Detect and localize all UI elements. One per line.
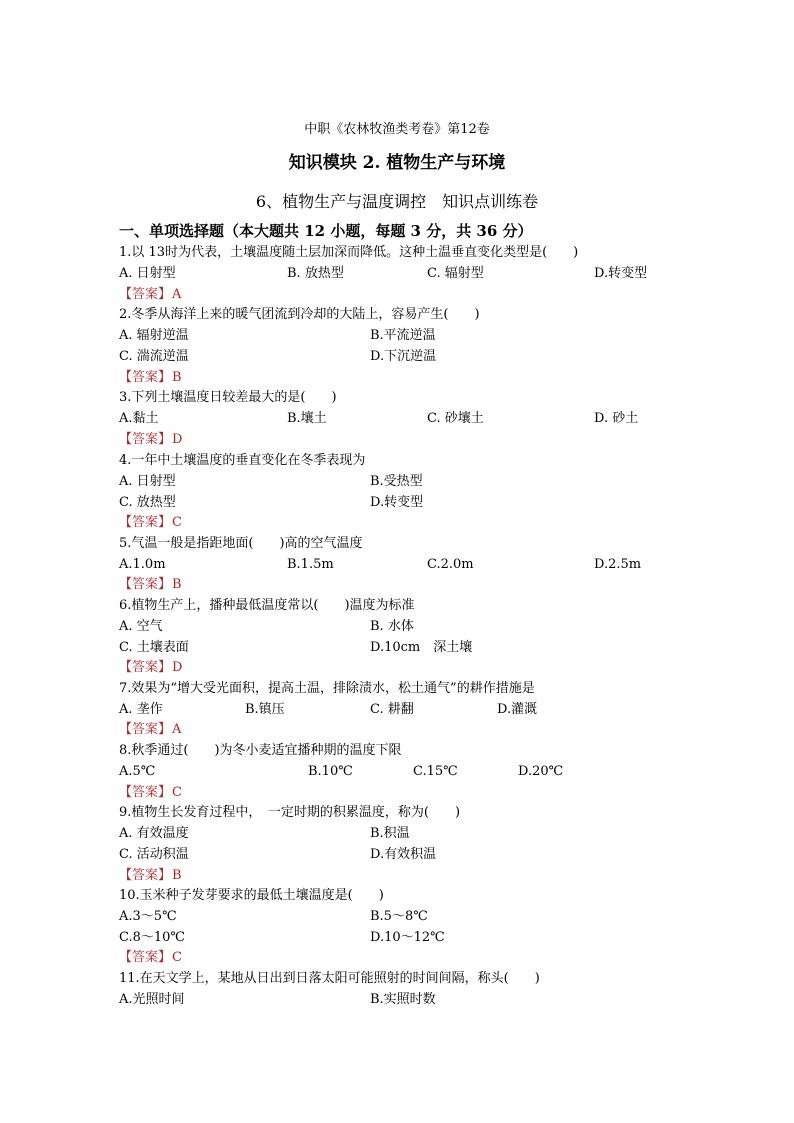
answer-label: 【答案】 [119,868,172,883]
option-c: C.15℃ [413,764,458,779]
answer-line [119,659,182,677]
question-stem: 11.在天文学上，某地从日出到日落太阳可能照射的时间间隔，称头( ) [119,971,540,986]
question-stem: 5.气温一般是指距地面( )高的空气温度 [119,536,363,551]
module-title: 知识模块 2. 植物生产与环境 [288,153,506,173]
answer-line [119,867,182,885]
option-d: D.10cm 深土壤 [370,640,473,655]
option-b: B.镇压 [245,702,285,717]
exam-series-title: 中职《农林牧渔类考卷》第12卷 [304,122,490,137]
option-b: B.平流逆温 [370,328,436,343]
option-a: A. 日射型 [119,474,176,489]
answer-line [119,431,182,449]
question-stem: 8.秋季通过( )为冬小麦适宜播种期的温度下限 [119,743,402,758]
option-b: B.5～8℃ [370,909,428,924]
question-stem: 3.下列土壤温度日较差最大的是( ) [119,390,337,405]
answer-line [119,369,182,387]
option-b: B.实照时数 [370,992,436,1007]
answer-label: 【答案】 [119,785,172,800]
answer-line [119,949,182,967]
answer-value: A [172,287,182,302]
option-c: C. 耕翻 [370,702,414,717]
option-a: A. 有效温度 [119,826,189,841]
question-stem: 2.冬季从海洋上来的暖气团流到冷却的大陆上，容易产生( ) [119,307,480,322]
option-d: D. 砂土 [594,411,639,426]
question-stem: 6.植物生产上，播种最低温度常以( )温度为标准 [119,598,415,613]
answer-line [119,514,182,532]
option-a: A.1.0m [119,557,166,572]
option-b: B. 放热型 [287,266,344,281]
option-d: D.转变型 [370,495,424,510]
option-c: C. 放热型 [119,495,176,510]
option-c: C. 活动积温 [119,847,189,862]
answer-label: 【答案】 [119,577,172,592]
option-c: C.8～10℃ [119,930,185,945]
option-a: A. 空气 [119,619,163,634]
option-c: C. 土壤表面 [119,640,189,655]
answer-value: D [172,660,183,675]
option-a: A. 垄作 [119,702,163,717]
exam-subtitle: 6、植物生产与温度调控 知识点训练卷 [255,192,539,211]
option-b: B.积温 [370,826,410,841]
option-a: A.3～5℃ [119,909,177,924]
answer-label: 【答案】 [119,515,172,530]
option-c: C. 湍流逆温 [119,349,189,364]
option-c: C.2.0m [427,557,474,572]
option-a: A. 辐射逆温 [119,328,189,343]
option-d: D.转变型 [594,266,648,281]
answer-label: 【答案】 [119,370,172,385]
option-d: D.10～12℃ [370,930,445,945]
answer-value: D [172,432,183,447]
answer-line [119,721,181,739]
answer-line [119,286,181,304]
option-b: B.10℃ [308,764,353,779]
answer-label: 【答案】 [119,432,172,447]
answer-label: 【答案】 [119,660,172,675]
option-d: D.2.5m [594,557,642,572]
question-stem: 4.一年中土壤温度的垂直变化在冬季表现为 [119,453,366,468]
answer-label: 【答案】 [119,287,172,302]
option-a: A.5℃ [119,764,156,779]
answer-value: B [172,577,182,592]
answer-value: C [172,950,182,965]
answer-label: 【答案】 [119,722,172,737]
option-a: A.黏土 [119,411,159,426]
option-b: B.1.5m [287,557,334,572]
option-b: B. 水体 [370,619,414,634]
section-heading: 一、单项选择题（本大题共 12 小题，每题 3 分，共 36 分） [119,222,533,240]
option-a: A. 日射型 [119,266,176,281]
answer-line [119,784,182,802]
option-c: C. 辐射型 [427,266,484,281]
answer-line [119,576,182,594]
question-stem: 1.以 13时为代表，土壤温度随土层加深而降低。这种土温垂直变化类型是( ) [119,245,579,260]
option-a: A.光照时间 [119,992,185,1007]
question-stem: 10.玉米种子发芽要求的最低土壤温度是( ) [119,888,384,903]
option-d: D.下沉逆温 [370,349,437,364]
answer-value: B [172,370,182,385]
option-b: B.受热型 [370,474,423,489]
option-d: D.有效积温 [370,847,437,862]
answer-label: 【答案】 [119,950,172,965]
option-b: B.壤土 [287,411,327,426]
question-stem: 9.植物生长发育过程中， 一定时期的积累温度，称为( ) [119,805,461,820]
option-d: D.20℃ [518,764,564,779]
answer-value: A [172,722,182,737]
question-stem: 7.效果为“增大受光面积，提高土温，排除渍水，松土通气”的耕作措施是 [119,681,535,696]
answer-value: C [172,785,182,800]
answer-value: B [172,868,182,883]
option-d: D.灌溉 [497,702,538,717]
option-c: C. 砂壤土 [427,411,484,426]
answer-value: C [172,515,182,530]
